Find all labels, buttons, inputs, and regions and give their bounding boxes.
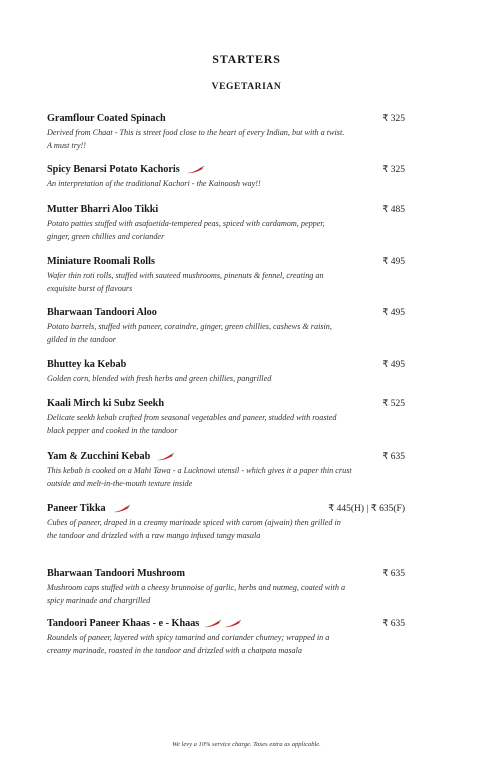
menu-item [47,502,405,542]
double-chili-icon [203,620,243,628]
section-title: STARTERS [212,52,281,66]
chili-icon [156,453,174,461]
chili-icon [223,620,241,628]
menu-item-description: Wafer thin roti rolls, stuffed with sauteed mushrooms, pinenuts & fennel, creating an exquisite burst of flavours [47,271,324,293]
menu-item-price: ₹ 635 [382,569,405,579]
menu-item-header [47,502,405,516]
menu-item-description: An interpretation of the traditional Kachori - the Kainoosh way!! [47,179,261,188]
service-charge-note: We levy a 10% service charge. Taxes extra as applicable. [172,741,321,748]
menu-item-description: Potato barrels, stuffed with paneer, coraindre, ginger, green chillies, cashews & raisin, gilded in the tandoor [47,322,332,344]
menu-item-name-text: Mutter Bharri Aloo Tikki [47,204,159,215]
menu-item-price: ₹ 635 [382,452,405,462]
menu-item [47,450,405,490]
menu-item-price: ₹ 325 [382,114,405,124]
menu-item-header [47,567,405,581]
chili-icon [186,166,204,174]
menu-item-description: Roundels of paneer, layered with spicy tamarind and coriander chutney; wrapped in a creamy marinade, roasted in the tandoor and drizzled with a chatpata masala [47,633,330,655]
menu-item-name-text: Spicy Benarsi Potato Kachoris [47,164,180,175]
menu-item-name-text: Yam & Zucchini Kebab [47,451,151,462]
menu-item-name [47,502,130,516]
menu-item-name [47,397,164,411]
menu-item-description: Delicate seekh kebab crafted from seasonal vegetables and paneer, studded with roasted black pepper and cooked in the tandoor [47,413,337,435]
menu-item-name [47,617,243,631]
menu-item-name [47,163,204,177]
menu-item-price: ₹ 525 [382,399,405,409]
menu-item [47,358,405,386]
chili-icon [203,620,221,628]
menu-item-header [47,163,405,177]
menu-item-header [47,617,405,631]
section-subtitle: VEGETARIAN [211,82,282,92]
menu-item-header [47,450,405,464]
menu-item-description: This kebab is cooked on a Mahi Tawa - a Lucknowi utensil - which gives it a paper thin crust outside and melt-in-the-mouth texture inside [47,466,352,488]
menu-item-name [47,567,185,581]
menu-item-description: Cubes of paneer, draped in a creamy marinade spiced with carom (ajwain) then grilled in the tandoor and drizzled with a raw mango infused tangy masala [47,518,341,540]
menu-item [47,255,405,295]
menu-item-name-text: Kaali Mirch ki Subz Seekh [47,398,164,409]
menu-item-name [47,450,174,464]
menu-item [47,163,405,191]
menu-item-header [47,358,405,372]
menu-item-header [47,255,405,269]
menu-item-description: Mushroom caps stuffed with a cheesy brunnoise of garlic, herbs and nutmeg, coated with a spicy marinade and chargrilled [47,583,346,605]
menu-item-price: ₹ 495 [382,257,405,267]
menu-item-header [47,397,405,411]
menu-item-name [47,358,126,372]
menu-item-header [47,112,405,126]
menu-item-name-text: Miniature Roomali Rolls [47,256,155,267]
menu-item-name-text: Tandoori Paneer Khaas - e - Khaas [47,618,200,629]
menu-item [47,567,405,607]
menu-item-price: ₹ 495 [382,308,405,318]
menu-item-name-text: Gramflour Coated Spinach [47,113,166,124]
menu-item-price: ₹ 445(H) | ₹ 635(F) [328,504,405,514]
menu-item-description: Potato patties stuffed with asafoetida-tempered peas, spiced with cardamom, pepper, ginger, green chillies and coriander [47,219,325,241]
menu-item-name-text: Bharwaan Tandoori Mushroom [47,568,185,579]
menu-item [47,397,405,437]
menu-item-description: Derived from Chaat - This is street food close to the heart of every Indian, but with a twist. A must try!! [47,128,345,150]
menu-item-name [47,112,166,126]
menu-item-name-text: Bharwaan Tandoori Aloo [47,307,157,318]
menu-item-name [47,306,157,320]
menu-item-header [47,203,405,217]
menu-item-price: ₹ 635 [382,619,405,629]
chili-icon [112,505,130,513]
menu-item-price: ₹ 495 [382,360,405,370]
menu-item [47,617,405,657]
menu-item-price: ₹ 325 [382,165,405,175]
menu-item-price: ₹ 485 [382,205,405,215]
menu-item-description: Golden corn, blended with fresh herbs and green chillies, pangrilled [47,374,272,383]
menu-item [47,203,405,243]
menu-item-name [47,255,155,269]
menu-item-name-text: Bhuttey ka Kebab [47,359,127,370]
menu-item [47,112,405,152]
menu-item-header [47,306,405,320]
menu-item [47,306,405,346]
menu-item-name-text: Paneer Tikka [47,503,106,514]
menu-item-name [47,203,158,217]
